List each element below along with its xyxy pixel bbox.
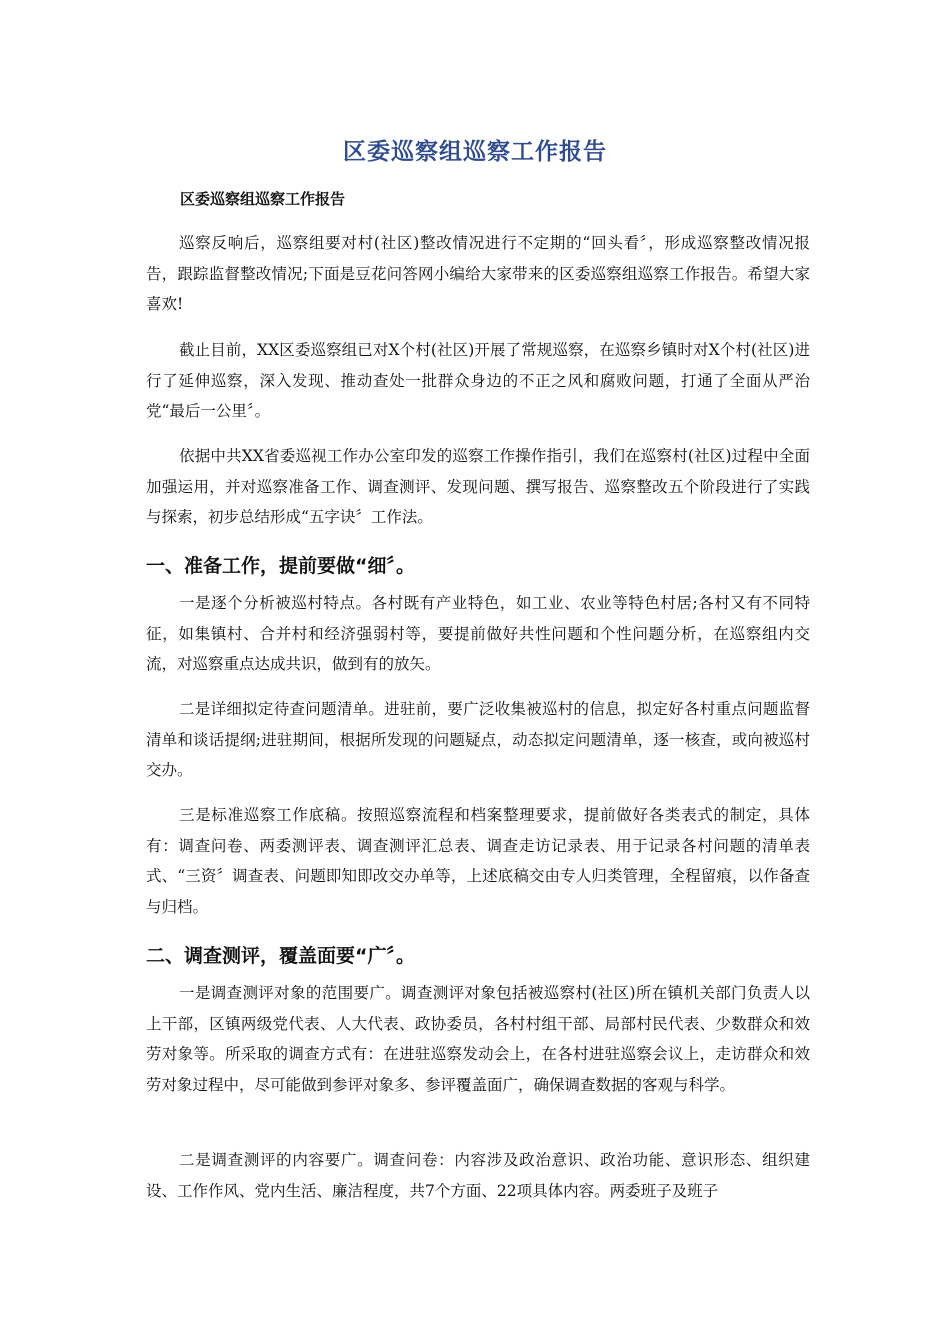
intro-paragraph-1: 巡察反响后，巡察组要对村(社区)整改情况进行不定期的“回头看〞，形成巡察整改情况报告，跟踪监督整改情况;下面是豆花问答网小编给大家带来的区委巡察组巡察工作报告。希望大家喜欢! bbox=[146, 234, 810, 313]
section-heading-2: 二、调查测评，覆盖面要“广〞。 bbox=[146, 945, 415, 967]
document-subtitle: 区委巡察组巡察工作报告 bbox=[180, 190, 346, 208]
section-2-paragraph-2: 二是调查测评的内容要广。调查问卷：内容涉及政治意识、政治功能、意识形态、组织建设、工作作风、党内生活、廉洁程度，共7个方面、22项具体内容。两委班子及班子 bbox=[146, 1151, 810, 1200]
section-heading-1: 一、准备工作，提前要做“细〞。 bbox=[146, 555, 415, 577]
page-title: 区委巡察组巡察工作报告 bbox=[343, 139, 607, 165]
intro-paragraph-2: 截止目前，XX区委巡察组已对X个村(社区)开展了常规巡察，在巡察乡镇时对X个村(社区)进行了延伸巡察，深入发现、推动查处一批群众身边的不正之风和腐败问题，打通了全面从严治党“最后一公里〞。 bbox=[146, 341, 810, 420]
section-1-paragraph-2: 二是详细拟定待查问题清单。进驻前，要广泛收集被巡村的信息，拟定好各村重点问题监督清单和谈话提纲;进驻期间，根据所发现的问题疑点，动态拟定问题清单，逐一核查，或向被巡村交办。 bbox=[146, 700, 810, 779]
section-1-paragraph-1: 一是逐个分析被巡村特点。各村既有产业特色，如工业、农业等特色村居;各村又有不同特征，如集镇村、合并村和经济强弱村等，要提前做好共性问题和个性问题分析，在巡察组内交流，对巡察重点达成共识，做到有的放矢。 bbox=[146, 594, 810, 673]
section-2-paragraph-1: 一是调查测评对象的范围要广。调查测评对象包括被巡察村(社区)所在镇机关部门负责人以上干部，区镇两级党代表、人大代表、政协委员，各村村组干部、局部村民代表、少数群众和效劳对象等。所采取的调查方式有：在进驻巡察发动会上，在各村进驻巡察会议上，走访群众和效劳对象过程中，尽可能做到参评对象多、参评覆盖面广，确保调查数据的客观与科学。 bbox=[146, 984, 810, 1094]
intro-paragraph-3: 依据中共XX省委巡视工作办公室印发的巡察工作操作指引，我们在巡察村(社区)过程中全面加强运用，并对巡察准备工作、调查测评、发现问题、撰写报告、巡察整改五个阶段进行了实践与探索，初步总结形成“五字诀〞工作法。 bbox=[146, 447, 810, 526]
section-1-paragraph-3: 三是标准巡察工作底稿。按照巡察流程和档案整理要求，提前做好各类表式的制定，具体有：调查问卷、两委测评表、调查测评汇总表、调查走访记录表、用于记录各村问题的清单表式、“三资〞调查表、问题即知即改交办单等，上述底稿交由专人归类管理，全程留痕，以作备查与归档。 bbox=[146, 806, 810, 916]
